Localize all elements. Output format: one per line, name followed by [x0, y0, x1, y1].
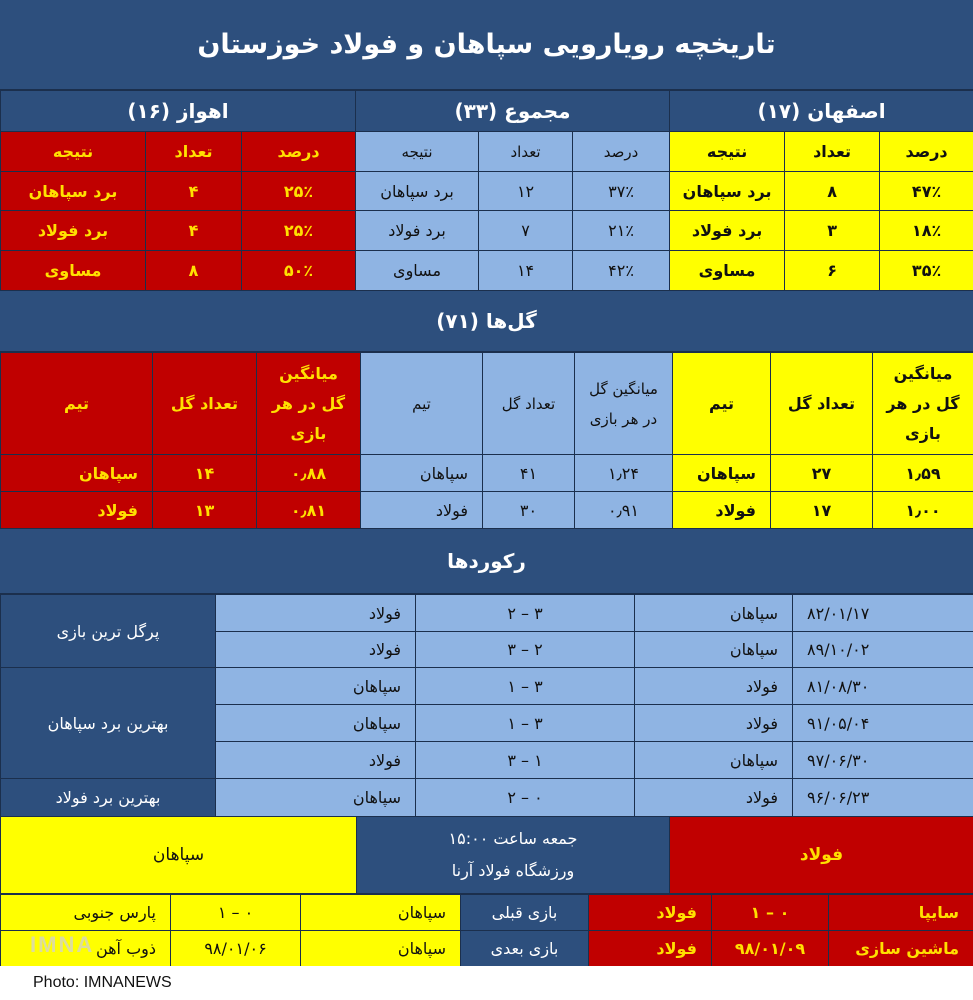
count-cell: ۸ [785, 172, 880, 211]
count-cell: ۱۷ [771, 492, 873, 529]
percent-cell: ۲۵٪ [242, 172, 356, 211]
goals-section [0, 352, 973, 528]
avg-cell: ۱٫۰۰ [873, 492, 973, 529]
percent-cell: ۱۸٪ [880, 211, 973, 251]
opponent-cell: پارس جنوبی [1, 895, 171, 931]
table-row [1, 779, 973, 817]
percent-cell: ۲۱٪ [573, 211, 670, 251]
table-row [1, 931, 973, 967]
table-row [1, 595, 973, 632]
team-cell: سپاهان [216, 779, 416, 817]
count-cell: ۴۱ [483, 455, 575, 492]
score-cell: ۳ – ۲ [416, 632, 635, 668]
count-cell: ۱۴ [153, 455, 257, 492]
count-cell: ۸ [146, 251, 242, 291]
esfahan-header: اصفهان (۱۷) [670, 91, 973, 132]
avg-cell: ۱٫۵۹ [873, 455, 973, 492]
date-cell: ۹۱/۰۵/۰۴ [793, 705, 973, 742]
avg-cell: ۰٫۸۱ [257, 492, 361, 529]
team-cell: سپاهان [1, 455, 153, 492]
records-section [0, 594, 973, 816]
team-cell: سپاهان [301, 931, 461, 967]
fixtures-table [0, 894, 973, 967]
column-header: تیم [361, 353, 483, 455]
team-cell: سپاهان [216, 705, 416, 742]
table-row [1, 251, 973, 291]
results-table [0, 90, 973, 291]
column-header: نتیجه [1, 132, 146, 172]
fixtures-section [0, 894, 973, 966]
team-cell: فولاد [361, 492, 483, 529]
result-cell: برد فولاد [670, 211, 785, 251]
percent-cell: ۳۷٪ [573, 172, 670, 211]
count-cell: ۱۲ [479, 172, 573, 211]
table-row [1, 211, 973, 251]
opponent-cell: ذوب آهن [1, 931, 171, 967]
column-header: درصد [242, 132, 356, 172]
avg-cell: ۰٫۸۸ [257, 455, 361, 492]
goals-header: گل‌ها (۷۱) [0, 290, 973, 352]
count-cell: ۴ [146, 211, 242, 251]
team-cell: فولاد [589, 931, 712, 967]
score-cell: ۱ – ۰ [712, 895, 829, 931]
column-header: تعداد گل [483, 353, 575, 455]
page-title: تاریخچه رویارویی سپاهان و فولاد خوزستان [0, 0, 973, 90]
count-cell: ۳ [785, 211, 880, 251]
total-header: مجموع (۳۳) [356, 91, 670, 132]
date-cell: ۸۲/۰۱/۱۷ [793, 595, 973, 632]
score-cell: ۱ – ۳ [416, 705, 635, 742]
avg-cell: ۰٫۹۱ [575, 492, 673, 529]
opponent-cell: سایپا [829, 895, 973, 931]
team-cell: فولاد [635, 779, 793, 817]
result-cell: برد سپاهان [670, 172, 785, 211]
goals-table [0, 352, 973, 529]
date-cell: ۹۸/۰۱/۰۶ [171, 931, 301, 967]
table-row [1, 668, 973, 705]
result-cell: برد سپاهان [356, 172, 479, 211]
team-cell: سپاهان [301, 895, 461, 931]
score-cell: ۳ – ۱ [416, 742, 635, 779]
team-cell: سپاهان [361, 455, 483, 492]
records-table [0, 594, 973, 817]
percent-cell: ۴۲٪ [573, 251, 670, 291]
count-cell: ۶ [785, 251, 880, 291]
table-row [1, 492, 973, 529]
records-header: رکوردها [0, 528, 973, 594]
count-cell: ۴ [146, 172, 242, 211]
result-cell: برد فولاد [1, 211, 146, 251]
percent-cell: ۴۷٪ [880, 172, 973, 211]
team-cell: فولاد [673, 492, 771, 529]
date-cell: ۹۷/۰۶/۳۰ [793, 742, 973, 779]
table-row [1, 895, 973, 931]
match-table [0, 816, 973, 894]
result-cell: برد فولاد [356, 211, 479, 251]
team-cell: فولاد [216, 595, 416, 632]
percent-cell: ۵۰٪ [242, 251, 356, 291]
match-section [0, 816, 973, 894]
date-cell: ۹۶/۰۶/۲۳ [793, 779, 973, 817]
column-header: تیم [673, 353, 771, 455]
count-cell: ۷ [479, 211, 573, 251]
team-cell: فولاد [635, 668, 793, 705]
result-cell: مساوی [670, 251, 785, 291]
table-row [1, 455, 973, 492]
next-match-label: بازی بعدی [461, 931, 589, 967]
column-header: تعداد [479, 132, 573, 172]
count-cell: ۳۰ [483, 492, 575, 529]
column-header: میانگین گل در هر بازی [575, 353, 673, 455]
team-cell: سپاهان [635, 595, 793, 632]
team-cell: سپاهان [635, 742, 793, 779]
watermark-logo: IMNA [30, 932, 95, 957]
team-cell: سپاهان [673, 455, 771, 492]
score-cell: ۲ – ۳ [416, 595, 635, 632]
column-header: نتیجه [670, 132, 785, 172]
count-cell: ۲۷ [771, 455, 873, 492]
result-cell: مساوی [1, 251, 146, 291]
prev-match-label: بازی قبلی [461, 895, 589, 931]
opponent-cell: ماشین سازی [829, 931, 973, 967]
count-cell: ۱۴ [479, 251, 573, 291]
column-header: تعداد گل [771, 353, 873, 455]
result-cell: مساوی [356, 251, 479, 291]
date-cell: ۸۱/۰۸/۳۰ [793, 668, 973, 705]
score-cell: ۱ – ۰ [171, 895, 301, 931]
column-header: میانگین گل در هر بازی [257, 353, 361, 455]
home-team: فولاد [670, 817, 973, 894]
column-header: تعداد [146, 132, 242, 172]
team-cell: فولاد [635, 705, 793, 742]
column-header: درصد [573, 132, 670, 172]
date-cell: ۸۹/۱۰/۰۲ [793, 632, 973, 668]
count-cell: ۱۳ [153, 492, 257, 529]
score-cell: ۱ – ۳ [416, 668, 635, 705]
date-cell: ۹۸/۰۱/۰۹ [712, 931, 829, 967]
match-time: جمعه ساعت ۱۵:۰۰ [448, 829, 578, 848]
team-cell: فولاد [589, 895, 712, 931]
photo-credit: Photo: IMNANEWS [0, 966, 973, 1000]
record-label: پرگل ترین بازی [1, 595, 216, 668]
ahvaz-header: اهواز (۱۶) [1, 91, 356, 132]
match-venue: ورزشگاه فولاد آرنا [451, 861, 575, 880]
team-cell: سپاهان [635, 632, 793, 668]
results-section [0, 90, 973, 290]
column-header: تیم [1, 353, 153, 455]
score-cell: ۲ – ۰ [416, 779, 635, 817]
percent-cell: ۳۵٪ [880, 251, 973, 291]
avg-cell: ۱٫۲۴ [575, 455, 673, 492]
team-cell: سپاهان [216, 668, 416, 705]
record-label: بهترین برد سپاهان [1, 668, 216, 779]
record-label: بهترین برد فولاد [1, 779, 216, 817]
away-team: سپاهان [1, 817, 357, 894]
result-cell: برد سپاهان [1, 172, 146, 211]
percent-cell: ۲۵٪ [242, 211, 356, 251]
column-header: میانگین گل در هر بازی [873, 353, 973, 455]
table-row [1, 172, 973, 211]
team-cell: فولاد [216, 742, 416, 779]
team-cell: فولاد [216, 632, 416, 668]
column-header: تعداد گل [153, 353, 257, 455]
column-header: تعداد [785, 132, 880, 172]
column-header: درصد [880, 132, 973, 172]
match-info [357, 817, 670, 894]
column-header: نتیجه [356, 132, 479, 172]
team-cell: فولاد [1, 492, 153, 529]
